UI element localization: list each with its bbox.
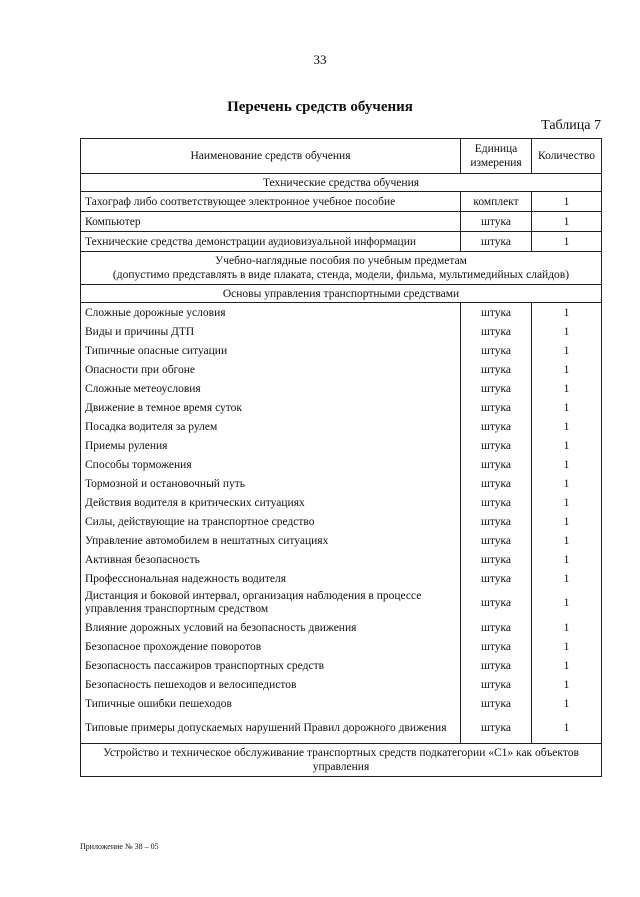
table-row — [81, 398, 602, 417]
item-quantity: 1 — [532, 379, 602, 398]
section-device-title-cont: управления — [312, 761, 370, 773]
table-row — [81, 656, 602, 675]
item-unit: штука — [461, 232, 532, 252]
section-visual-aids — [81, 252, 602, 285]
item-quantity: 1 — [532, 637, 602, 656]
item-quantity: 1 — [532, 303, 602, 323]
table-row — [81, 694, 602, 713]
item-quantity: 1 — [532, 436, 602, 455]
section-visual-aids-title: Учебно-наглядные пособия по учебным предметам — [215, 255, 467, 267]
table-label: Таблица 7 — [541, 118, 601, 133]
item-quantity: 1 — [532, 232, 602, 252]
table-row — [81, 588, 602, 618]
table-header-row — [81, 139, 602, 174]
item-name: Технические средства демонстрации аудиовизуальной информации — [81, 232, 461, 252]
table-row — [81, 417, 602, 436]
footer-note: Приложение № 38 – 05 — [80, 842, 159, 851]
table-row — [81, 550, 602, 569]
item-name: Посадка водителя за рулем — [81, 417, 461, 436]
item-quantity: 1 — [532, 713, 602, 744]
table-row — [81, 192, 602, 212]
item-unit: штука — [461, 360, 532, 379]
item-quantity: 1 — [532, 455, 602, 474]
item-quantity: 1 — [532, 675, 602, 694]
item-unit: штука — [461, 637, 532, 656]
item-unit: штука — [461, 212, 532, 232]
table-row — [81, 569, 602, 588]
item-quantity: 1 — [532, 550, 602, 569]
item-name: Силы, действующие на транспортное средство — [81, 512, 461, 531]
item-unit: штука — [461, 436, 532, 455]
table-row — [81, 232, 602, 252]
section-device — [81, 744, 602, 777]
item-unit: комплект — [461, 192, 532, 212]
table-row — [81, 512, 602, 531]
item-unit: штука — [461, 588, 532, 618]
item-quantity: 1 — [532, 531, 602, 550]
item-name: Тахограф либо соответствующее электронное учебное пособие — [81, 192, 461, 212]
item-name: Сложные дорожные условия — [81, 303, 461, 323]
item-quantity: 1 — [532, 360, 602, 379]
table-row — [81, 618, 602, 637]
item-name: Приемы руления — [81, 436, 461, 455]
table-row — [81, 675, 602, 694]
item-quantity: 1 — [532, 618, 602, 637]
item-unit: штука — [461, 569, 532, 588]
table-row — [81, 455, 602, 474]
table-row — [81, 436, 602, 455]
item-name: Влияние дорожных условий на безопасность движения — [81, 618, 461, 637]
item-name: Опасности при обгоне — [81, 360, 461, 379]
item-name: Способы торможения — [81, 455, 461, 474]
item-name: Виды и причины ДТП — [81, 322, 461, 341]
table-row — [81, 637, 602, 656]
table-row — [81, 379, 602, 398]
section-visual-aids-note: (допустимо представлять в виде плаката, стенда, модели, фильма, мультимедийных слайдов) — [112, 269, 570, 281]
item-name: Типичные ошибки пешеходов — [81, 694, 461, 713]
table-row — [81, 474, 602, 493]
header-quantity: Количество — [532, 139, 602, 174]
item-unit: штука — [461, 531, 532, 550]
item-quantity: 1 — [532, 398, 602, 417]
header-name: Наименование средств обучения — [81, 139, 461, 174]
item-name: Действия водителя в критических ситуациях — [81, 493, 461, 512]
item-quantity: 1 — [532, 493, 602, 512]
item-quantity: 1 — [532, 341, 602, 360]
table-row — [81, 493, 602, 512]
item-name: Дистанция и боковой интервал, организация наблюдения в процессе управления транспортным средством — [81, 588, 461, 618]
item-name: Тормозной и остановочный путь — [81, 474, 461, 493]
item-quantity: 1 — [532, 322, 602, 341]
item-quantity: 1 — [532, 474, 602, 493]
item-name: Управление автомобилем в нештатных ситуациях — [81, 531, 461, 550]
item-unit: штука — [461, 618, 532, 637]
item-unit: штука — [461, 694, 532, 713]
section-technical — [81, 174, 602, 192]
table-row — [81, 322, 602, 341]
item-name: Безопасное прохождение поворотов — [81, 637, 461, 656]
section-device-title: Устройство и техническое обслуживание транспортных средств подкатегории «C1» как объектов — [103, 747, 579, 759]
item-unit: штука — [461, 303, 532, 323]
item-name: Типичные опасные ситуации — [81, 341, 461, 360]
header-unit: Единица измерения — [461, 139, 532, 174]
item-unit: штука — [461, 379, 532, 398]
basics-items — [81, 303, 602, 744]
item-quantity: 1 — [532, 694, 602, 713]
item-name: Безопасность пешеходов и велосипедистов — [81, 675, 461, 694]
item-unit: штука — [461, 550, 532, 569]
section-technical-label: Технические средства обучения — [81, 174, 602, 192]
item-name: Безопасность пассажиров транспортных средств — [81, 656, 461, 675]
item-quantity: 1 — [532, 212, 602, 232]
table-row — [81, 531, 602, 550]
item-unit: штука — [461, 675, 532, 694]
item-unit: штука — [461, 656, 532, 675]
item-name: Типовые примеры допускаемых нарушений Правил дорожного движения — [81, 713, 461, 744]
item-unit: штука — [461, 341, 532, 360]
item-name: Активная безопасность — [81, 550, 461, 569]
item-name: Профессиональная надежность водителя — [81, 569, 461, 588]
section-basics-label: Основы управления транспортными средствами — [81, 285, 602, 303]
item-unit: штука — [461, 713, 532, 744]
item-unit: штука — [461, 417, 532, 436]
item-name: Движение в темное время суток — [81, 398, 461, 417]
section-basics — [81, 285, 602, 303]
item-quantity: 1 — [532, 656, 602, 675]
item-unit: штука — [461, 474, 532, 493]
item-quantity: 1 — [532, 192, 602, 212]
table-row — [81, 360, 602, 379]
document-title: Перечень средств обучения — [227, 99, 413, 115]
table-row — [81, 341, 602, 360]
table-row — [81, 212, 602, 232]
page-number: 33 — [313, 52, 327, 67]
item-unit: штука — [461, 493, 532, 512]
item-name: Сложные метеоусловия — [81, 379, 461, 398]
item-quantity: 1 — [532, 569, 602, 588]
table-row — [81, 303, 602, 323]
item-quantity: 1 — [532, 417, 602, 436]
technical-items — [81, 192, 602, 252]
table-row — [81, 713, 602, 744]
item-quantity: 1 — [532, 512, 602, 531]
item-unit: штука — [461, 455, 532, 474]
training-means-table — [80, 138, 602, 777]
item-unit: штука — [461, 398, 532, 417]
item-unit: штука — [461, 512, 532, 531]
item-name: Компьютер — [81, 212, 461, 232]
item-unit: штука — [461, 322, 532, 341]
item-quantity: 1 — [532, 588, 602, 618]
